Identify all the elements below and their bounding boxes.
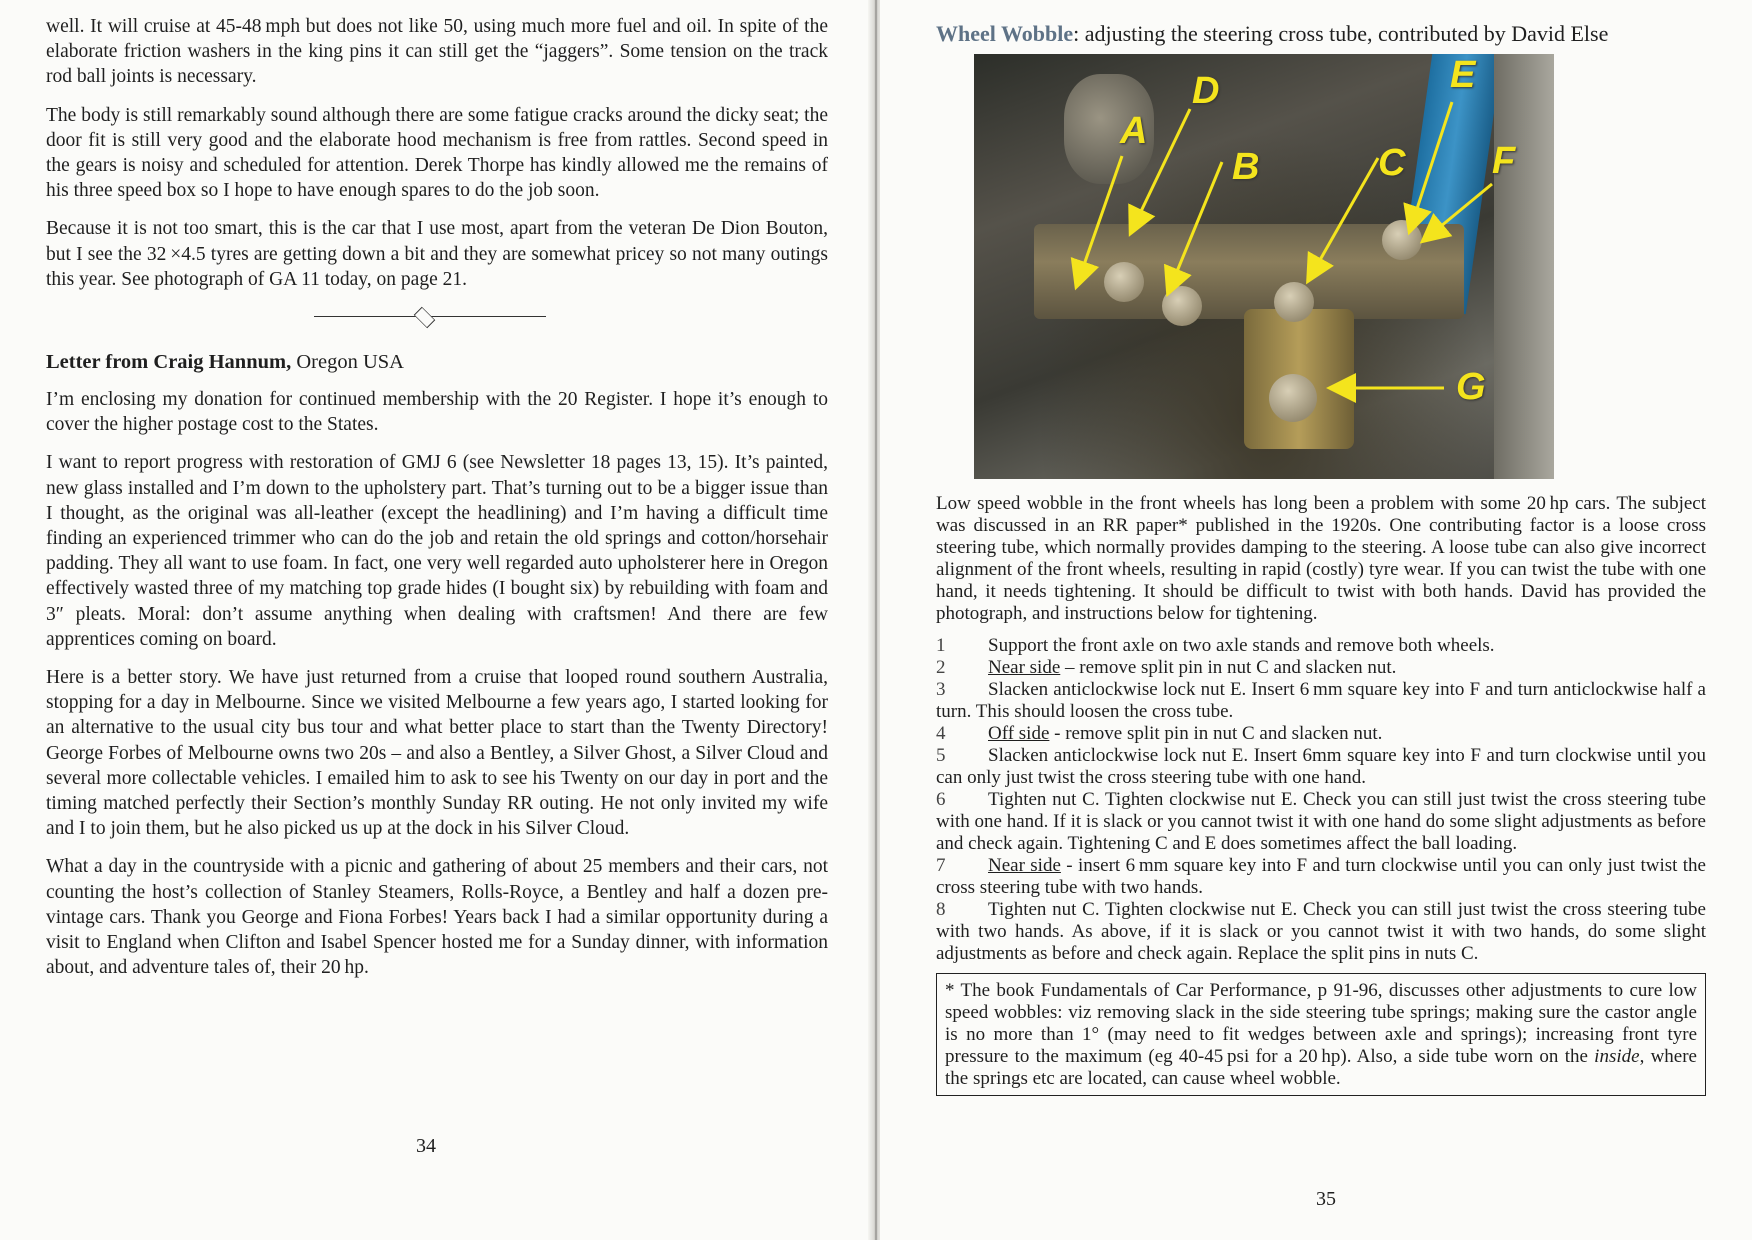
step-text: - remove split pin in nut C and slacken nut. xyxy=(1049,723,1383,744)
step-number: 3 xyxy=(936,679,946,700)
footnote-italic: inside xyxy=(1594,1046,1640,1067)
photo-label-c: C xyxy=(1378,142,1406,184)
paragraph-restoration: I want to report progress with restoration of GMJ 6 (see Newsletter 18 pages 13, 15). It’s painted, new glass installed and I’m down to the upholstery part. That’s turning out to be a bigger issue than I thought, as the original was all-leather (except the headlining) and I’m having a difficult time finding an experienced trimmer who can do the job and retain the old springs and cotton/horsehair padding. They all want to use foam. In fact, one very well regarded auto upholsterer here in Oregon effectively wasted three of my matching top grade hides (I bought six) by rebuilding with foam and 3″ pleats. Moral: don’t assume anything when dealing with craftsmen! And there are few apprentices coming on board. xyxy=(46,452,828,650)
step-8 xyxy=(936,899,1706,965)
photo-label-b: B xyxy=(1232,146,1260,188)
photo-label-f: F xyxy=(1492,140,1516,182)
step-side-label: Near side xyxy=(988,657,1061,678)
photo-label-a: A xyxy=(1120,110,1148,152)
footnote-text: * The book Fundamentals of Car Performance, p 91-96, discusses other adjustments to cure low speed wobbles: viz removing slack in the side steering tube springs; making sure the castor angle is no more than 1° (may need to fit wedges between axle and springs); increasing front tyre pressure to the maximum (eg 40-45 psi for a 20 hp). Also, a side tube worn on the xyxy=(945,980,1697,1067)
steering-cross-tube-photo xyxy=(974,54,1554,479)
photo-label-g: G xyxy=(1456,366,1486,408)
step-text: Tighten nut C. Tighten clockwise nut E. Check you can still just twist the cross steering tube with one hand. If it is slack or you cannot twist it with one hand do some slight adjustments as before and check again. Tightening C and E does sometimes affect the ball loading. xyxy=(936,789,1706,854)
intro-paragraph: Low speed wobble in the front wheels has long been a problem with some 20 hp cars. The subject was discussed in an RR paper* published in the 1920s. One contributing factor is a loose cross steering tube, which normally provides damping to the steering. A loose tube can also give incorrect alignment of the front wheels, resulting in rapid (costly) tyre wear. If you can twist the tube with one hand, it needs tightening. It should be difficult to twist with both hands. David has provided the photograph, and instructions below for tightening. xyxy=(936,493,1706,624)
footnote-text-end: , where the springs etc are located, can cause wheel wobble. xyxy=(945,1046,1697,1089)
step-number: 4 xyxy=(936,723,946,744)
step-text: Slacken anticlockwise lock nut E. Insert 6mm square key into F and turn clockwise until you can only just twist the cross steering tube with one hand. xyxy=(936,745,1706,788)
page-number-right: 35 xyxy=(1316,1188,1336,1210)
paragraph-donation: I’m enclosing my donation for continued membership with the 20 Register. I hope it’s enough to cover the higher postage cost to the States. xyxy=(46,389,828,436)
left-text-column xyxy=(46,14,828,994)
paragraph-body-condition: The body is still remarkably sound although there are some fatigue cracks around the dicky seat; the door fit is still very good and the elaborate hood mechanism is free from rattles. Second speed in the gears is noisy and scheduled for attention. Derek Thorpe has kindly allowed me the remains of his three speed box so I hope to have enough spares to do the job soon. xyxy=(46,104,828,202)
left-page xyxy=(0,0,872,1240)
step-text: Support the front axle on two axle stands and remove both wheels. xyxy=(988,635,1495,656)
divider-diamond xyxy=(414,307,435,328)
step-1 xyxy=(936,635,1706,657)
letter-heading xyxy=(46,349,828,375)
step-text: Tighten nut C. Tighten clockwise nut E. Check you can still just twist the cross steering tube with two hands. As above, if it is slack or you cannot twist it with two hands, do some slight adjustments as before and check again. Replace the split pins in nuts C. xyxy=(936,899,1706,964)
right-page xyxy=(880,0,1752,1240)
footnote-box xyxy=(936,973,1706,1096)
step-text: – remove split pin in nut C and slacken nut. xyxy=(1060,657,1397,678)
step-6 xyxy=(936,789,1706,855)
step-4 xyxy=(936,723,1706,745)
step-side-label: Near side xyxy=(988,855,1061,876)
step-number: 2 xyxy=(936,657,946,678)
letter-heading-location: Oregon USA xyxy=(291,351,404,374)
instruction-steps xyxy=(936,635,1706,965)
step-text: Slacken anticlockwise lock nut E. Insert 6 mm square key into F and turn anticlockwise half a turn. This should loosen the cross tube. xyxy=(936,679,1706,722)
paragraph-cruise: well. It will cruise at 45-48 mph but does not like 50, using much more fuel and oil. In spite of the elaborate friction washers in the king pins it can still get the “jaggers”. Some tension on the track rod ball joints is necessary. xyxy=(46,16,828,88)
article-title-bold: Wheel Wobble xyxy=(936,21,1074,46)
article-title xyxy=(936,18,1706,50)
step-number: 5 xyxy=(936,745,946,766)
step-5 xyxy=(936,745,1706,789)
paragraph-melbourne: Here is a better story. We have just returned from a cruise that looped round southern Australia, stopping for a day in Melbourne. Since we visited Melbourne a few years ago, I started looking for an alternative to the usual city bus tour and what better place to start than the Twenty Directory! George Forbes of Melbourne owns two 20s – and also a Bentley, a Silver Ghost, a Silver Cloud and several more collectable vehicles. I emailed him to ask to see his Twenty on our day in port and the timing matched perfectly their Section’s monthly Sunday RR outing. He not only invited my wife and I to join them, but he also picked us up at the dock in his Silver Cloud. xyxy=(46,667,828,840)
letter-heading-name: Letter from Craig Hannum, xyxy=(46,351,292,374)
photo-label-d: D xyxy=(1192,70,1220,112)
step-2 xyxy=(936,657,1706,679)
step-3 xyxy=(936,679,1706,723)
step-number: 7 xyxy=(936,855,946,876)
step-number: 8 xyxy=(936,899,946,920)
right-text-column xyxy=(936,18,1706,1096)
step-text: - insert 6 mm square key into F and turn clockwise until you can only just twist the cross steering tube with two hands. xyxy=(936,855,1706,898)
photo-annotation-arrows xyxy=(974,54,1554,479)
paragraph-countryside: What a day in the countryside with a picnic and gathering of about 25 members and their cars, not counting the host’s collection of Stanley Steamers, Rolls-Royce, a Bentley and half a dozen pre-vintage cars. Thank you George and Fiona Forbes! Years back I had a similar opportunity during a visit to England when Clifton and Isabel Spencer hosted me for a Sunday dinner, with information about, and adventure tales of, their 20 hp. xyxy=(46,856,828,979)
photo-label-e: E xyxy=(1450,54,1476,96)
article-title-subtitle: : adjusting the steering cross tube, contributed by David Else xyxy=(1073,21,1609,46)
step-number: 1 xyxy=(936,635,946,656)
page-number-left: 34 xyxy=(416,1135,436,1157)
paragraph-tyres: Because it is not too smart, this is the car that I use most, apart from the veteran De Dion Bouton, but I see the 32 ×4.5 tyres are getting down a bit and they are somewhat pricey so not many outings this year. See photograph of GA 11 today, on page 21. xyxy=(46,218,828,290)
step-7 xyxy=(936,855,1706,899)
step-side-label: Off side xyxy=(988,723,1050,744)
step-number: 6 xyxy=(936,789,946,810)
section-divider-ornament xyxy=(314,305,546,329)
